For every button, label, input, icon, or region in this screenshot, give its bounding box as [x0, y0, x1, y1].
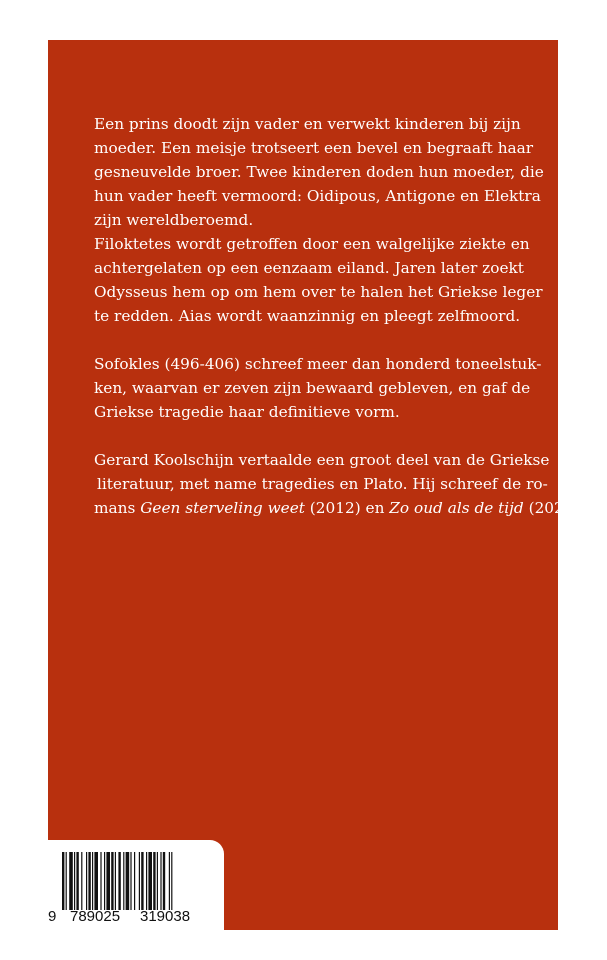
book-title: Zo oud als de tijd: [389, 499, 524, 517]
barcode-digit-group: 319038: [140, 908, 191, 925]
barcode-bar: [118, 852, 120, 910]
blurb-text: [94, 112, 585, 544]
blurb-line: ken, waarvan er zeven zijn bewaard gebleven, en gaf de: [94, 379, 531, 397]
blurb-line: hun vader heeft vermoord: Oidipous, Antigone en Elektra: [94, 187, 541, 205]
barcode-bar: [157, 852, 158, 910]
barcode-bar: [134, 852, 135, 910]
blurb-line: Odysseus hem op om hem over te halen het Griekse leger: [94, 283, 543, 301]
barcode-bar: [148, 852, 152, 910]
blurb-line: Gerard Koolschijn vertaalde een groot deel van de Griekse: [94, 451, 550, 469]
blurb-paragraph-3: [94, 448, 585, 520]
barcode-bar: [92, 852, 93, 910]
barcode-bar: [94, 852, 98, 910]
blurb-line: Griekse tragedie haar definitieve vorm.: [94, 403, 400, 421]
barcode-number: [44, 908, 224, 928]
blurb-line: literatuur, met name tragedies en Plato. Hij schreef de ro-: [97, 475, 548, 493]
barcode-digit-group: 9: [48, 908, 57, 925]
text-prefix: mans: [94, 499, 141, 517]
blurb-paragraph-2: [94, 352, 542, 424]
blurb-line: moeder. Een meisje trotseert een bevel en begraaft haar: [94, 139, 534, 157]
barcode-bar: [104, 852, 105, 910]
blurb-line: Filoktetes wordt getroffen door een walgelijke ziekte en: [94, 235, 530, 253]
barcode-bar: [160, 852, 161, 910]
barcode-bar: [163, 852, 165, 910]
blurb-line: te redden. Aias wordt waanzinnig en pleegt zelfmoord.: [94, 307, 521, 325]
barcode-bar: [139, 852, 140, 910]
blurb-line: zijn wereldberoemd.: [94, 211, 254, 229]
blurb-line: achtergelaten op een eenzaam eiland. Jaren later zoekt: [94, 259, 524, 277]
book-title: Geen sterveling weet: [140, 499, 305, 517]
barcode-bar: [111, 852, 113, 910]
barcode-bar: [76, 852, 78, 910]
barcode-bar: [62, 852, 64, 910]
barcode-bar: [66, 852, 67, 910]
barcode-label: [44, 840, 224, 942]
book-year: (2024).: [523, 499, 585, 517]
barcode-bar: [153, 852, 155, 910]
book-year: (2012) en: [304, 499, 390, 517]
barcode-digit-group: 789025: [70, 908, 121, 925]
barcode-bar: [100, 852, 101, 910]
barcode-bar: [115, 852, 116, 910]
barcode-bar: [86, 852, 87, 910]
barcode-bar: [169, 852, 170, 910]
blurb-line: Sofokles (496-406) schreef meer dan honderd toneelstuk-: [94, 355, 542, 373]
barcode-bar: [69, 852, 73, 910]
barcode-bar: [88, 852, 90, 910]
barcode-bar: [141, 852, 143, 910]
blurb-paragraph-1: [94, 112, 544, 328]
barcode-bar: [146, 852, 147, 910]
blurb-line: Een prins doodt zijn vader en verwekt kinderen bij zijn: [94, 115, 521, 133]
blurb-line: gesneuvelde broer. Twee kinderen doden hun moeder, die: [94, 163, 544, 181]
barcode-bar: [123, 852, 124, 910]
barcode-bar: [81, 852, 82, 910]
barcode-bar: [126, 852, 130, 910]
barcode-bar: [130, 852, 131, 910]
barcode-bar: [171, 852, 172, 910]
barcode-bar: [106, 852, 110, 910]
blurb-line: [94, 496, 585, 520]
barcode-image: [60, 852, 210, 912]
barcode-bar: [74, 852, 75, 910]
